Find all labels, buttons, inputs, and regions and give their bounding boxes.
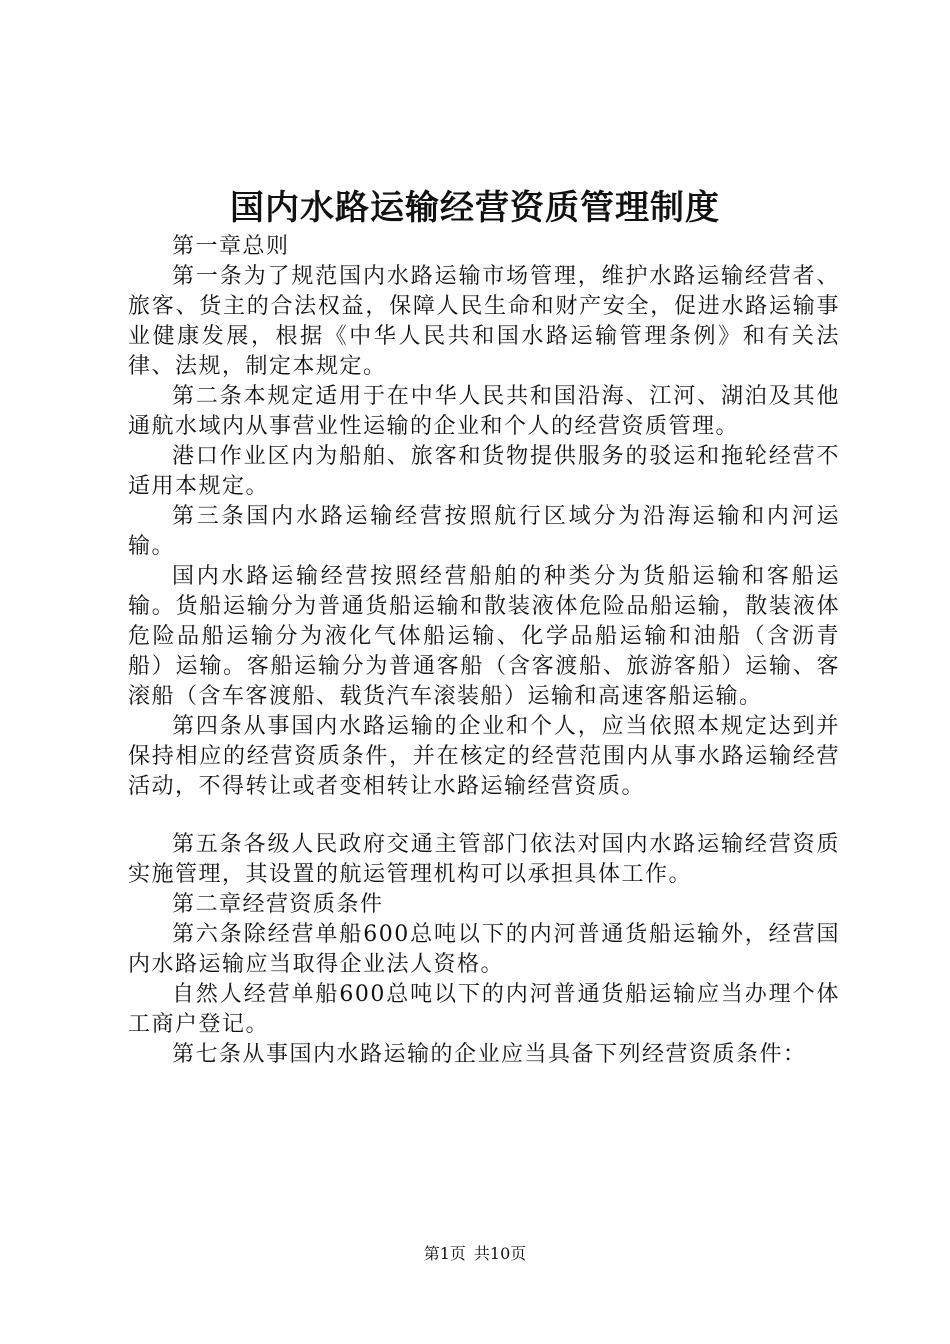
paragraph: 第五条各级人民政府交通主管部门依法对国内水路运输经营资质实施管理，其设置的航运管理机构可以承担具体工作。 (128, 832, 840, 887)
paragraph: 第三条国内水路运输经营按照航行区域分为沿海运输和内河运输。 (128, 504, 840, 559)
paragraph: 国内水路运输经营按照经营船舶的种类分为货船运输和客船运输。货船运输分为普通货船运输和散装液体危险品船运输，散装液体危险品船运输分为液化气体船运输、化学品船运输和油船（含沥青船）运输。客船运输分为普通客船（含客渡船、旅游客船）运输、客滚船（含车客渡船、载货汽车滚装船）运输和高速客船运输。 (128, 564, 840, 709)
page-number: 第1页 (423, 1244, 466, 1263)
paragraph: 第四条从事国内水路运输的企业和个人，应当依照本规定达到并保持相应的经营资质条件，并在核定的经营范围内从事水路运输经营活动，不得转让或者变相转让水路运输经营资质。 (128, 714, 840, 799)
paragraph: 自然人经营单船600总吨以下的内河普通货船运输应当办理个体工商户登记。 (128, 982, 840, 1037)
paragraph: 第七条从事国内水路运输的企业应当具备下列经营资质条件： (172, 1042, 807, 1067)
page-footer (0, 1243, 950, 1265)
paragraph: 港口作业区内为船舶、旅客和货物提供服务的驳运和拖轮经营不适用本规定。 (128, 444, 840, 499)
paragraph: 第六条除经营单船600总吨以下的内河普通货船运输外，经营国内水路运输应当取得企业法人资格。 (128, 922, 840, 977)
paragraph: 第一条为了规范国内水路运输市场管理，维护水路运输经营者、旅客、货主的合法权益，保障人民生命和财产安全，促进水路运输事业健康发展，根据《中华人民共和国水路运输管理条例》和有关法律、法规，制定本规定。 (128, 264, 840, 379)
document-title: 国内水路运输经营资质管理制度 (230, 188, 720, 228)
paragraph: 第二条本规定适用于在中华人民共和国沿海、江河、湖泊及其他通航水域内从事营业性运输的企业和个人的经营资质管理。 (128, 384, 840, 439)
chapter-heading: 第一章总则 (172, 234, 290, 259)
document-body (128, 232, 840, 1070)
page-total: 共10页 (473, 1244, 527, 1263)
chapter-heading: 第二章经营资质条件 (172, 892, 384, 917)
